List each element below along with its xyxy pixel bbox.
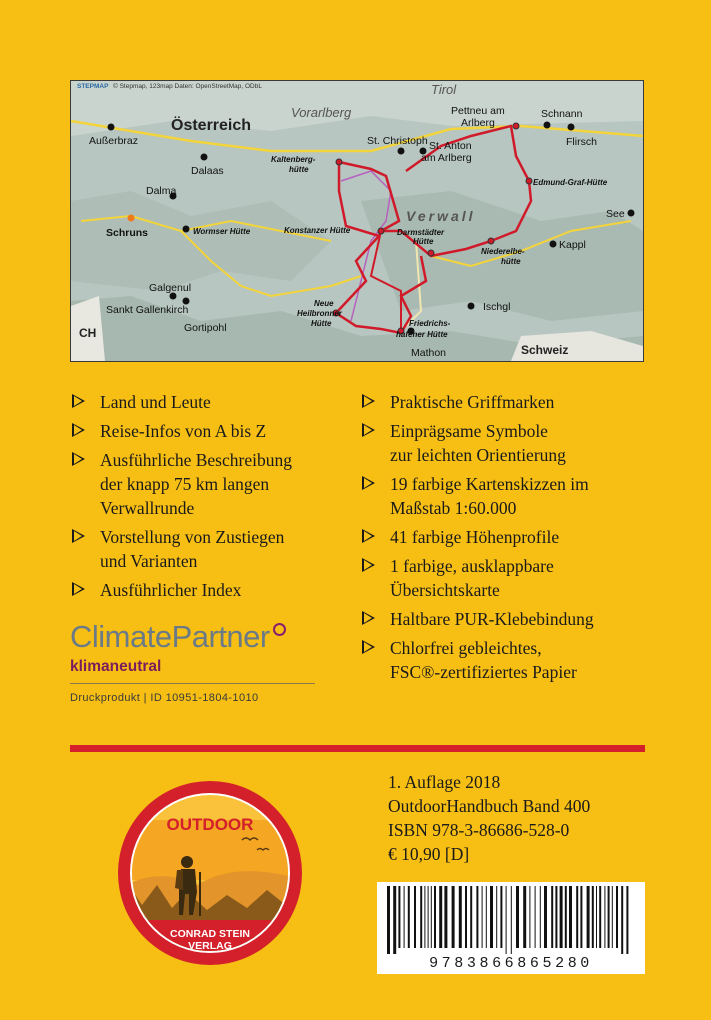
map-label-oesterreich: Österreich [171,117,252,134]
barcode-bar [408,886,410,948]
bullet-triangle-icon [362,529,375,543]
barcode-bar [506,886,507,954]
badge-publisher-2: VERLAG [188,940,232,952]
feature-right-item [362,472,652,520]
barcode-bar [587,886,590,948]
barcode-bar [452,886,455,948]
barcode-bar [616,886,618,948]
feature-left-item-line: Ausführlicher Index [100,580,242,600]
bullet-triangle-icon [72,394,85,408]
feature-left-item-line: Verwallrunde [100,498,195,518]
climate-partner-logo: ClimatePartner [70,620,320,654]
map-label-verwall: Verwall [406,208,476,224]
barcode-bar [592,886,594,948]
route-map [70,80,644,362]
feature-left-item-line: und Varianten [100,551,198,571]
map-label-ausserbraz: Außerbraz [89,135,139,147]
map-label-tirol: Tirol [431,82,457,97]
feature-right-item [362,390,652,414]
barcode-bar [555,886,557,948]
barcode-bar [576,886,578,948]
map-label-neue-heil-1: Neue [314,299,334,308]
map-label-niederelbe-2: hütte [501,257,521,266]
badge-title: OUTDOOR [166,815,254,834]
barcode-bar [544,886,547,948]
climate-partner-block [70,620,320,704]
feature-left-item [72,390,342,414]
bullet-triangle-icon [72,529,85,543]
barcode-bar [393,886,396,954]
badge-publisher-1: CONRAD STEIN [170,928,250,940]
map-label-dalaas: Dalaas [191,165,224,177]
feature-right-item-line: 19 farbige Kartenskizzen im [390,474,589,494]
map-credit-logo: STEPMAP [77,83,109,90]
barcode-bar [511,886,512,954]
climate-id: Druckprodukt | ID 10951-1804-1010 [70,692,259,704]
feature-right-item [362,554,652,602]
map-label-flirsch: Flirsch [566,136,597,148]
barcode-bar [444,886,447,948]
bullet-triangle-icon [362,558,375,572]
barcode-bar [580,886,582,948]
barcode-bar [476,886,478,948]
barcode-bar [565,886,567,948]
barcode-bar [500,886,502,948]
climate-divider [70,683,315,684]
barcode-bar [434,886,436,948]
map-label-darmstaedter-1: Darmstädter [397,228,445,237]
map-label-vorarlberg: Vorarlberg [291,105,352,120]
barcode-bar [414,886,416,948]
barcode-bar [626,886,628,954]
map-label-wormser: Wormser Hütte [193,227,251,236]
barcode-bar [420,886,422,948]
map-label-konstanzer: Konstanzer Hütte [284,226,351,235]
map-label-pettneu-2: Arlberg [461,117,495,129]
feature-left-item-line: Vorstellung von Zustiegen [100,527,285,547]
bullet-triangle-icon [362,476,375,490]
barcode-bar [523,886,526,948]
map-label-st-christoph: St. Christoph [367,135,428,147]
barcode-bar [608,886,610,948]
barcode-bar [424,886,425,948]
barcode-bar [439,886,442,948]
bullet-triangle-icon [72,423,85,437]
feature-right-item-line: Maßstab 1:60.000 [390,498,517,518]
feature-right-item-line: zur leichten Orientierung [390,445,566,465]
feature-right-item-line: 1 farbige, ausklappbare [390,556,554,576]
feature-left-item [72,578,342,602]
barcode-bar [599,886,601,948]
feature-right-item-line: Übersichtskarte [390,580,500,600]
isbn-barcode [377,882,645,974]
barcode-bar [465,886,467,948]
map-label-kappl: Kappl [559,239,586,251]
map-label-neue-heil-2: Heilbronner [297,309,342,318]
barcode-bar [490,886,493,948]
map-label-ch: CH [79,326,97,340]
barcode-bar [404,886,405,948]
map-label-kaltenberg-1: Kaltenberg- [271,155,316,164]
bullet-triangle-icon [362,423,375,437]
barcode-bar [428,886,429,948]
barcode-bar [529,886,530,948]
climate-neutral-label: klimaneutral [70,658,162,675]
feature-left-item [72,448,342,520]
feature-left-item [72,525,342,573]
bullet-triangle-icon [72,582,85,596]
map-label-friedrich-2: hafener Hütte [396,330,448,339]
barcode-bar [387,886,390,954]
book-info [388,770,590,866]
map-label-schnann: Schnann [541,108,583,120]
map-label-friedrich-1: Friedrichs- [409,319,451,328]
feature-right-item-line: Einprägsame Symbole [390,421,548,441]
feature-left-item-line: Land und Leute [100,392,211,412]
price-text: € 10,90 [D] [388,844,470,864]
barcode-bar [569,886,572,948]
barcode-bar [540,886,541,948]
barcode-bar [516,886,519,948]
map-label-darmstaedter-2: Hütte [413,237,434,246]
barcode-bar [596,886,597,948]
map-label-galgenul: Galgenul [149,282,192,294]
map-label-see: See [606,208,625,220]
map-label-gortipohl: Gortipohl [184,322,227,334]
barcode-bar [459,886,462,948]
red-divider-bar [70,745,645,752]
barcode-bar [560,886,563,948]
map-label-dalma: Dalma [146,185,177,197]
map-label-sankt-gallenkirch: Sankt Gallenkirch [106,304,189,316]
features-left-list [72,390,342,607]
barcode-bar [470,886,472,948]
feature-right-item-line: Haltbare PUR-Klebebindung [390,609,594,629]
series-text: OutdoorHandbuch Band 400 [388,796,591,816]
barcode-digits: 9783866865280 [429,955,593,972]
feature-right-item-line: 41 farbige Höhenprofile [390,527,560,547]
feature-left-item-line: Ausführliche Beschreibung [100,450,292,470]
barcode-bar [604,886,605,948]
barcode-bar [612,886,613,948]
isbn-text: ISBN 978-3-86686-528-0 [388,820,570,840]
feature-left-item-line: Reise-Infos von A bis Z [100,421,267,441]
barcode-bar [486,886,487,948]
climate-partner-dot-icon [273,623,286,636]
map-label-mathon: Mathon [411,347,447,359]
feature-left-item-line: der knapp 75 km langen [100,474,270,494]
map-label-niederelbe-1: Niederelbe- [481,247,525,256]
map-label-ischgl: Ischgl [483,301,511,313]
feature-right-item-line: Chlorfrei gebleichtes, [390,638,542,658]
map-label-edmund: Edmund-Graf-Hütte [533,178,608,187]
bullet-triangle-icon [72,452,85,466]
map-label-schweiz: Schweiz [521,343,569,357]
outdoor-badge [117,780,303,966]
feature-right-item-line: Praktische Griffmarken [390,392,555,412]
feature-right-item [362,636,652,684]
barcode-bar [482,886,483,948]
map-label-st-anton-1: St. Anton [429,140,472,152]
map-credit: © Stepmap, 123map Daten: OpenStreetMap, ODbL [113,83,262,90]
edition-text: 1. Auflage 2018 [388,772,501,792]
barcode-bar [551,886,553,948]
barcode-bar [621,886,623,954]
barcode-bar [535,886,536,948]
feature-left-item [72,419,342,443]
map-label-schruns: Schruns [106,227,149,239]
feature-right-item [362,607,652,631]
bullet-triangle-icon [362,640,375,654]
bullet-triangle-icon [362,611,375,625]
feature-right-item [362,525,652,549]
barcode-bar [398,886,400,948]
map-label-kaltenberg-2: hütte [289,165,309,174]
bullet-triangle-icon [362,394,375,408]
barcode-bar [431,886,432,948]
feature-right-item [362,419,652,467]
map-label-pettneu-1: Pettneu am [451,105,505,117]
map-label-neue-heil-3: Hütte [311,319,332,328]
features-right-list [362,390,652,689]
feature-right-item-line: FSC®-zertifiziertes Papier [390,662,577,682]
barcode-bars [377,882,645,954]
map-label-st-anton-2: am Arlberg [421,152,472,164]
barcode-bar [496,886,497,948]
